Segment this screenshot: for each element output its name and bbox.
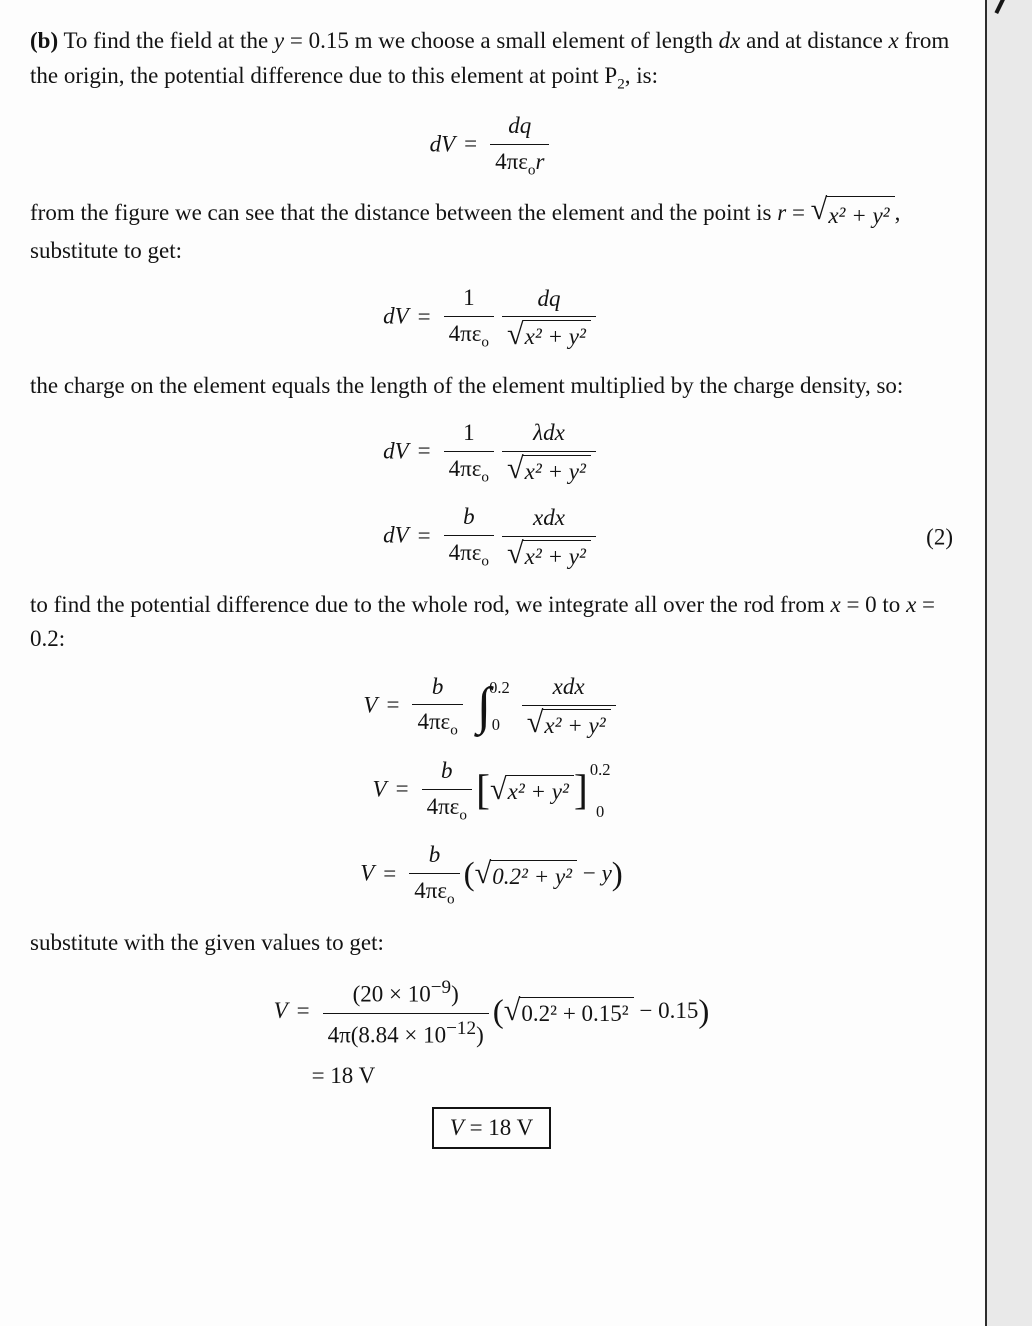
text-run: To find the field at the — [58, 28, 274, 53]
eq-lhs: V — [273, 998, 288, 1024]
radicand: x² + y² — [523, 540, 591, 572]
final-answer-box — [432, 1107, 551, 1150]
fraction — [412, 673, 462, 741]
text-run: ) — [451, 981, 459, 1007]
text-run: from the origin, the potential difference due to this element at point P — [30, 28, 950, 88]
subscript-2: 2 — [617, 75, 625, 93]
epsilon-subscript: o — [447, 890, 455, 908]
denominator — [409, 873, 459, 910]
math-var-dx: dx — [718, 28, 741, 53]
eq-lhs: dV — [383, 438, 409, 464]
epsilon-subscript: o — [450, 722, 458, 740]
radicand: x² + y² — [542, 709, 610, 741]
equation-7 — [30, 841, 953, 909]
text-run: = 0.2: — [30, 591, 936, 652]
sqrt-symbol-icon: √ — [507, 451, 524, 486]
math-var-x: x — [830, 591, 841, 617]
fraction — [444, 503, 494, 571]
paragraph-2 — [30, 192, 953, 268]
numerator: b — [463, 504, 475, 530]
math-var-y: y — [273, 28, 285, 53]
math-var-r: r — [777, 200, 787, 226]
fraction — [490, 112, 549, 180]
equation-3 — [30, 419, 953, 487]
fraction — [409, 841, 459, 909]
equals-sign: = — [395, 776, 409, 802]
math-var-y: y — [601, 860, 612, 886]
equals-sign: = — [296, 998, 310, 1024]
text-run: to find the potential difference due to the whole rod, we integrate all over the rod from — [30, 591, 831, 617]
right-paren: ) — [698, 994, 710, 1031]
integral-symbol-icon: ∫ — [476, 677, 492, 735]
sqrt-expression — [474, 855, 577, 892]
paragraph-5 — [30, 926, 953, 961]
text-run: = 0 to — [840, 591, 907, 617]
numerator: xdx — [532, 504, 565, 530]
denominator — [323, 1013, 489, 1050]
eq-lhs: V — [363, 692, 378, 718]
right-bracket: ] — [573, 768, 588, 815]
text-run: − 0.15 — [633, 998, 699, 1024]
part-b-label: (b) — [30, 28, 59, 53]
right-paren: ) — [611, 857, 623, 894]
numerator: b — [428, 842, 441, 868]
equation-number: (2) — [926, 524, 953, 550]
equation-5 — [30, 673, 953, 741]
equals-sign: = — [417, 522, 431, 548]
math-var-x: x — [888, 28, 899, 53]
fraction — [444, 284, 494, 352]
text-run: from the figure we can see that the distance between the element and the point is — [30, 200, 778, 226]
scrollbar-track[interactable] — [985, 0, 1032, 1326]
fraction — [502, 419, 596, 487]
left-paren: ( — [492, 994, 504, 1031]
equation-6 — [30, 757, 953, 825]
upper-limit: 0.2 — [589, 760, 611, 780]
left-paren: ( — [463, 857, 475, 894]
equals-sign: = — [386, 692, 400, 718]
corner-mark — [994, 0, 1005, 14]
lower-limit: 0 — [596, 801, 605, 821]
denominator — [444, 451, 494, 488]
text-run: 4πε — [417, 709, 451, 735]
fraction — [522, 673, 616, 741]
evaluation-limits — [590, 762, 611, 820]
eq-lhs: dV — [383, 303, 409, 329]
text-run: , substitute to get: — [30, 200, 901, 263]
denominator — [502, 536, 596, 572]
fraction — [502, 285, 596, 353]
exponent: −12 — [446, 1017, 477, 1039]
math-var-x: x — [906, 591, 917, 617]
text-run: and at distance — [740, 28, 889, 53]
equals-sign: = — [383, 860, 397, 886]
equation-1 — [30, 112, 953, 180]
equation-8-block — [274, 976, 710, 1091]
final-answer — [30, 1107, 953, 1150]
sqrt-symbol-icon: √ — [474, 855, 492, 890]
epsilon-subscript: o — [481, 333, 489, 351]
integral-limits — [489, 677, 510, 735]
denominator — [502, 451, 596, 487]
sqrt-expression — [489, 771, 574, 807]
eq-lhs: V — [372, 776, 387, 802]
lower-limit: 0 — [491, 715, 500, 735]
paragraph-1 — [30, 24, 953, 96]
math-var-V: V — [449, 1114, 464, 1140]
text-run: 4πε — [448, 320, 482, 346]
equals-sign: = — [464, 131, 478, 157]
text-run: 4πε — [448, 455, 482, 481]
minus-sign: − — [577, 860, 602, 886]
fraction — [323, 976, 489, 1050]
eq-lhs: V — [360, 860, 375, 886]
numerator: b — [441, 758, 453, 784]
radicand: 0.2² + y² — [490, 860, 577, 892]
text-run: (20 × 10 — [352, 981, 431, 1007]
eq-lhs: dV — [383, 522, 409, 548]
text-run: , is: — [624, 62, 659, 88]
sqrt-symbol-icon: √ — [507, 316, 524, 351]
text-run: substitute with the given values to get: — [30, 929, 384, 955]
text-run: the charge on the element equals the length of the element multiplied by the charge density, so: — [30, 372, 904, 398]
denominator — [444, 535, 494, 572]
result-line: = 18 V — [311, 1062, 376, 1088]
fraction — [444, 419, 494, 487]
radicand: 0.2² + 0.15² — [519, 997, 633, 1029]
numerator: 1 — [463, 285, 475, 311]
equals-sign: = — [417, 303, 431, 329]
sqrt-expression — [507, 451, 591, 487]
sqrt-expression — [503, 993, 634, 1029]
sqrt-symbol-icon: √ — [810, 192, 828, 227]
sqrt-expression — [526, 705, 611, 741]
denominator — [522, 705, 616, 741]
sqrt-symbol-icon: √ — [507, 535, 524, 570]
epsilon-subscript: o — [527, 161, 536, 179]
numerator: dq — [537, 285, 561, 311]
sqrt-expression — [810, 192, 895, 234]
text-run: 4πε — [495, 148, 528, 174]
text-run: = — [786, 200, 811, 226]
eq-lhs: dV — [429, 131, 456, 157]
sqrt-symbol-icon: √ — [489, 771, 507, 806]
text-run: 4πε — [414, 878, 448, 904]
epsilon-subscript: o — [459, 806, 467, 824]
numerator: 1 — [463, 420, 475, 446]
sqrt-expression — [507, 535, 591, 572]
paragraph-3 — [30, 369, 953, 404]
denominator — [444, 316, 494, 353]
epsilon-subscript: o — [481, 552, 489, 570]
text-run: ) — [476, 1022, 484, 1048]
radicand: x² + y² — [826, 196, 894, 234]
fraction — [422, 757, 472, 825]
text-run: 4πε — [448, 540, 482, 566]
epsilon-subscript: o — [481, 468, 489, 486]
sqrt-symbol-icon: √ — [503, 993, 521, 1028]
numerator: xdx — [552, 674, 585, 700]
equals-sign: = — [417, 438, 431, 464]
text-run: 4π(8.84 × 10 — [327, 1022, 447, 1048]
sqrt-expression — [507, 316, 591, 352]
left-bracket: [ — [475, 768, 490, 815]
denominator — [502, 316, 596, 352]
math-var-r: r — [535, 148, 545, 174]
radicand: x² + y² — [506, 775, 574, 807]
equation-4 — [30, 503, 953, 571]
denominator — [490, 144, 549, 181]
numerator: λdx — [533, 420, 565, 446]
sqrt-symbol-icon: √ — [526, 705, 544, 740]
upper-limit: 0.2 — [489, 677, 510, 697]
denominator — [412, 704, 462, 741]
radicand: x² + y² — [523, 320, 591, 352]
numerator — [323, 976, 489, 1012]
exponent: −9 — [430, 977, 452, 999]
numerator: dq — [508, 112, 532, 138]
text-run: = 0.15 m we choose a small element of length — [284, 28, 719, 53]
radicand: x² + y² — [523, 455, 591, 487]
denominator — [422, 789, 472, 826]
integral — [476, 677, 510, 735]
answer-value: = 18 V — [463, 1114, 534, 1140]
paragraph-4 — [30, 588, 953, 657]
equation-8 — [30, 976, 953, 1091]
equation-2 — [30, 284, 953, 352]
text-run: 4πε — [426, 793, 460, 819]
numerator: b — [431, 673, 444, 699]
fraction — [502, 504, 596, 572]
